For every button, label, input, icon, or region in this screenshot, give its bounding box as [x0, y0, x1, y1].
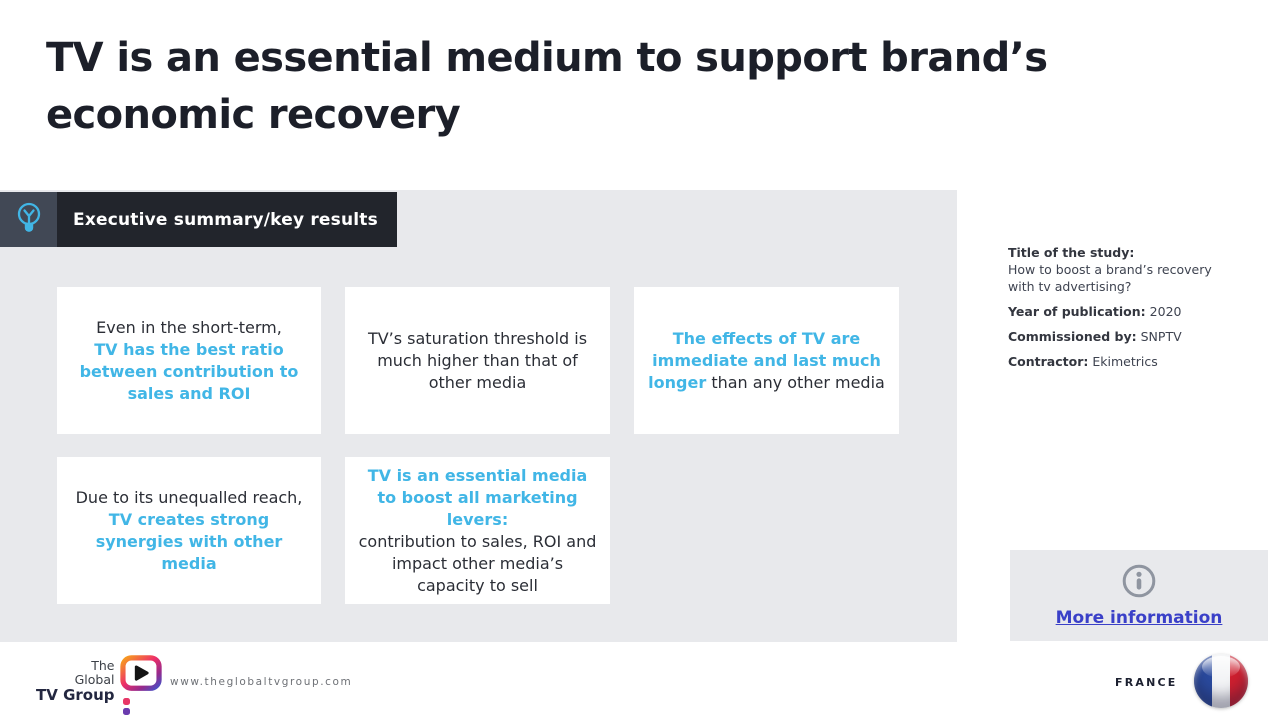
france-flag-icon [1194, 654, 1248, 708]
study-info [1008, 244, 1240, 378]
summary-cards-grid [57, 287, 899, 604]
summary-card [57, 457, 321, 604]
logo-text [36, 659, 115, 715]
study-field [1008, 303, 1240, 320]
more-information-link[interactable]: More information [1055, 608, 1223, 628]
info-icon [1121, 563, 1157, 603]
summary-card [345, 287, 610, 434]
logo-word-tv-group: TV Group [36, 686, 115, 704]
card-text-segment: TV creates strong synergies with other media [95, 509, 283, 573]
card-text [69, 317, 309, 405]
page-title-line2: economic recovery [46, 91, 461, 138]
card-text [357, 465, 598, 597]
card-text [69, 487, 309, 575]
logo-word-global: Global [74, 672, 115, 687]
card-text-segment: TV has the best ratio between contribution to sales and ROI [79, 339, 299, 403]
page-title-line1: TV is an essential medium to support brand’s [46, 35, 1048, 81]
study-field-value: Ekimetrics [1092, 354, 1158, 369]
page-title [46, 30, 1236, 144]
summary-card [345, 457, 610, 604]
study-title-value: How to boost a brand’s recovery with tv advertising? [1008, 262, 1212, 294]
country-label: FRANCE [1115, 676, 1178, 689]
logo-word-the: The [91, 658, 115, 673]
summary-card [634, 287, 899, 434]
card-text-segment: The effects of TV are immediate and last much longer [648, 328, 881, 392]
more-information-box [1010, 550, 1268, 641]
card-text [357, 328, 598, 394]
card-text [646, 328, 887, 394]
study-field-label: Commissioned by: [1008, 329, 1137, 344]
study-title-label: Title of the study: [1008, 245, 1135, 260]
card-text-segment: Due to its unequalled reach, [75, 487, 303, 507]
section-header [0, 192, 397, 247]
lightbulb-icon-box [0, 192, 57, 247]
study-field-value: SNPTV [1140, 329, 1182, 344]
card-text-segment: Even in the short-term, [96, 317, 282, 337]
card-text-segment: contribution to sales, ROI and impact other media’s capacity to sell [358, 531, 597, 595]
study-field-label: Contractor: [1008, 354, 1089, 369]
card-text-segment: TV’s saturation threshold is much higher than that of other media [367, 328, 588, 392]
logo-colon-dot-top [123, 698, 130, 705]
tv-logo-icon [120, 655, 162, 697]
study-field [1008, 328, 1240, 345]
section-header-label: Executive summary/key results [73, 209, 378, 230]
logo-colon-dot-bottom [123, 708, 130, 715]
study-field-label: Year of publication: [1008, 304, 1146, 319]
global-tv-group-logo [36, 655, 162, 715]
section-header-bar [57, 192, 397, 247]
card-text-segment: TV is an essential media to boost all marketing levers: [367, 465, 588, 529]
study-field-value: 2020 [1149, 304, 1182, 319]
website-url: www.theglobaltvgroup.com [170, 676, 353, 688]
summary-card [57, 287, 321, 434]
study-field [1008, 353, 1240, 370]
card-text-segment: than any other media [706, 372, 885, 392]
lightbulb-icon [12, 201, 46, 239]
logo-icon-column [120, 655, 162, 715]
study-title-entry [1008, 244, 1240, 295]
